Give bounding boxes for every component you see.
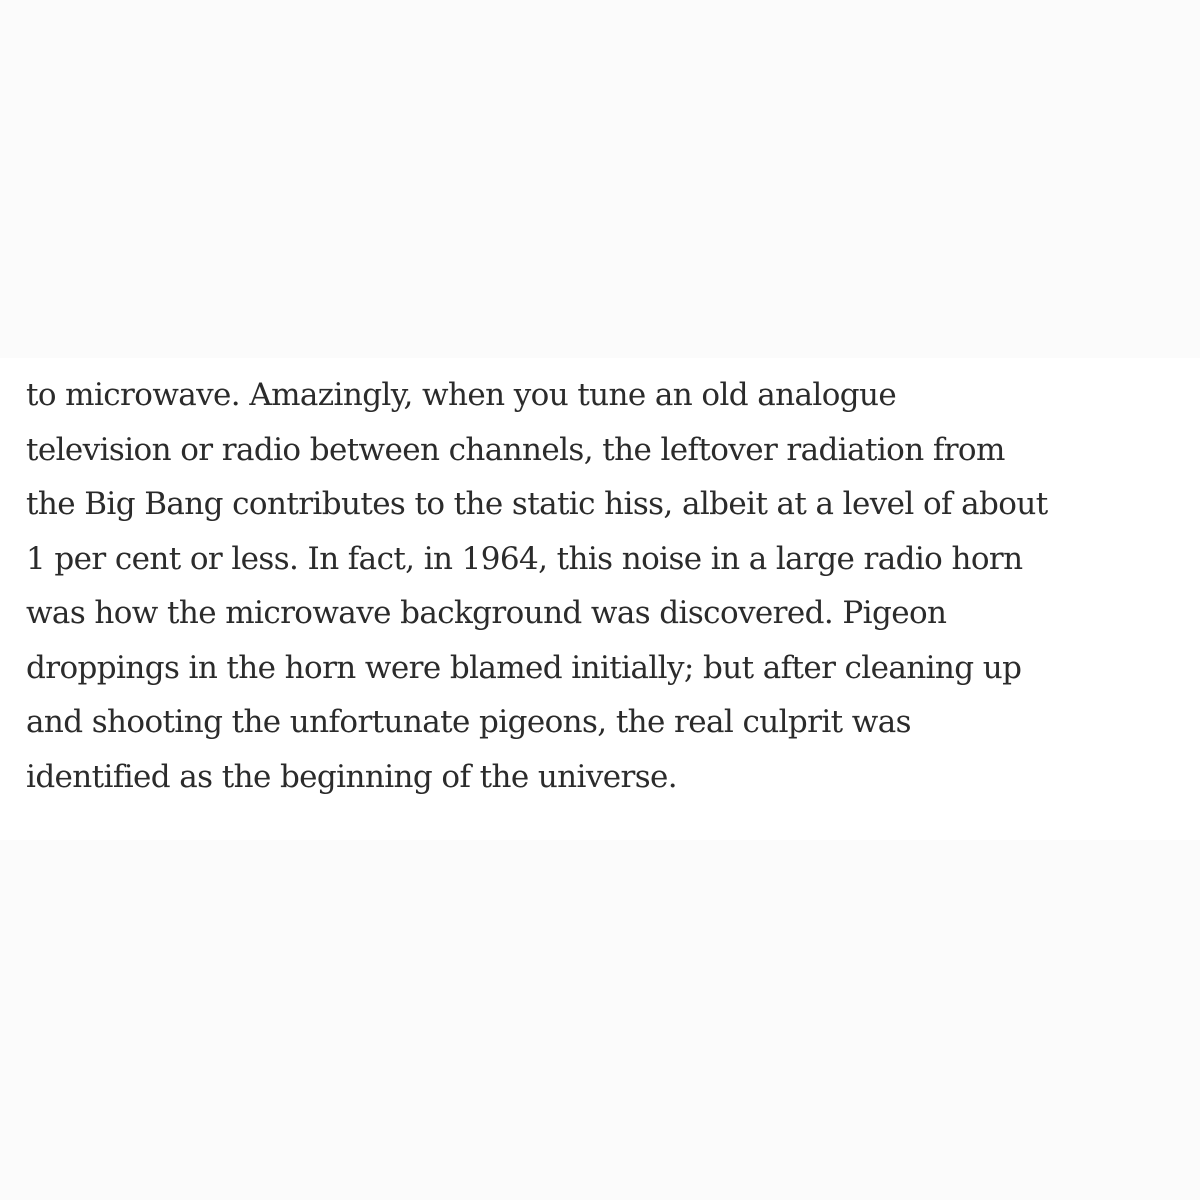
excerpt-line: the Big Bang contributes to the static hiss, albeit at a level of about xyxy=(26,486,1048,522)
excerpt-line: television or radio between channels, the leftover radiation from xyxy=(26,431,1005,468)
excerpt-line: was how the microwave background was discovered. Pigeon xyxy=(26,595,947,631)
excerpt-line: identified as the beginning of the universe. xyxy=(26,758,678,795)
excerpt-line: 1 per cent or less. In fact, in 1964, this noise in a large radio horn xyxy=(26,540,1023,577)
excerpt-line: droppings in the horn were blamed initially; but after cleaning up xyxy=(26,649,1022,686)
book-excerpt xyxy=(26,368,1186,804)
excerpt-line: and shooting the unfortunate pigeons, the real culprit was xyxy=(26,704,911,740)
excerpt-line: to microwave. Amazingly, when you tune an old analogue xyxy=(26,377,897,413)
